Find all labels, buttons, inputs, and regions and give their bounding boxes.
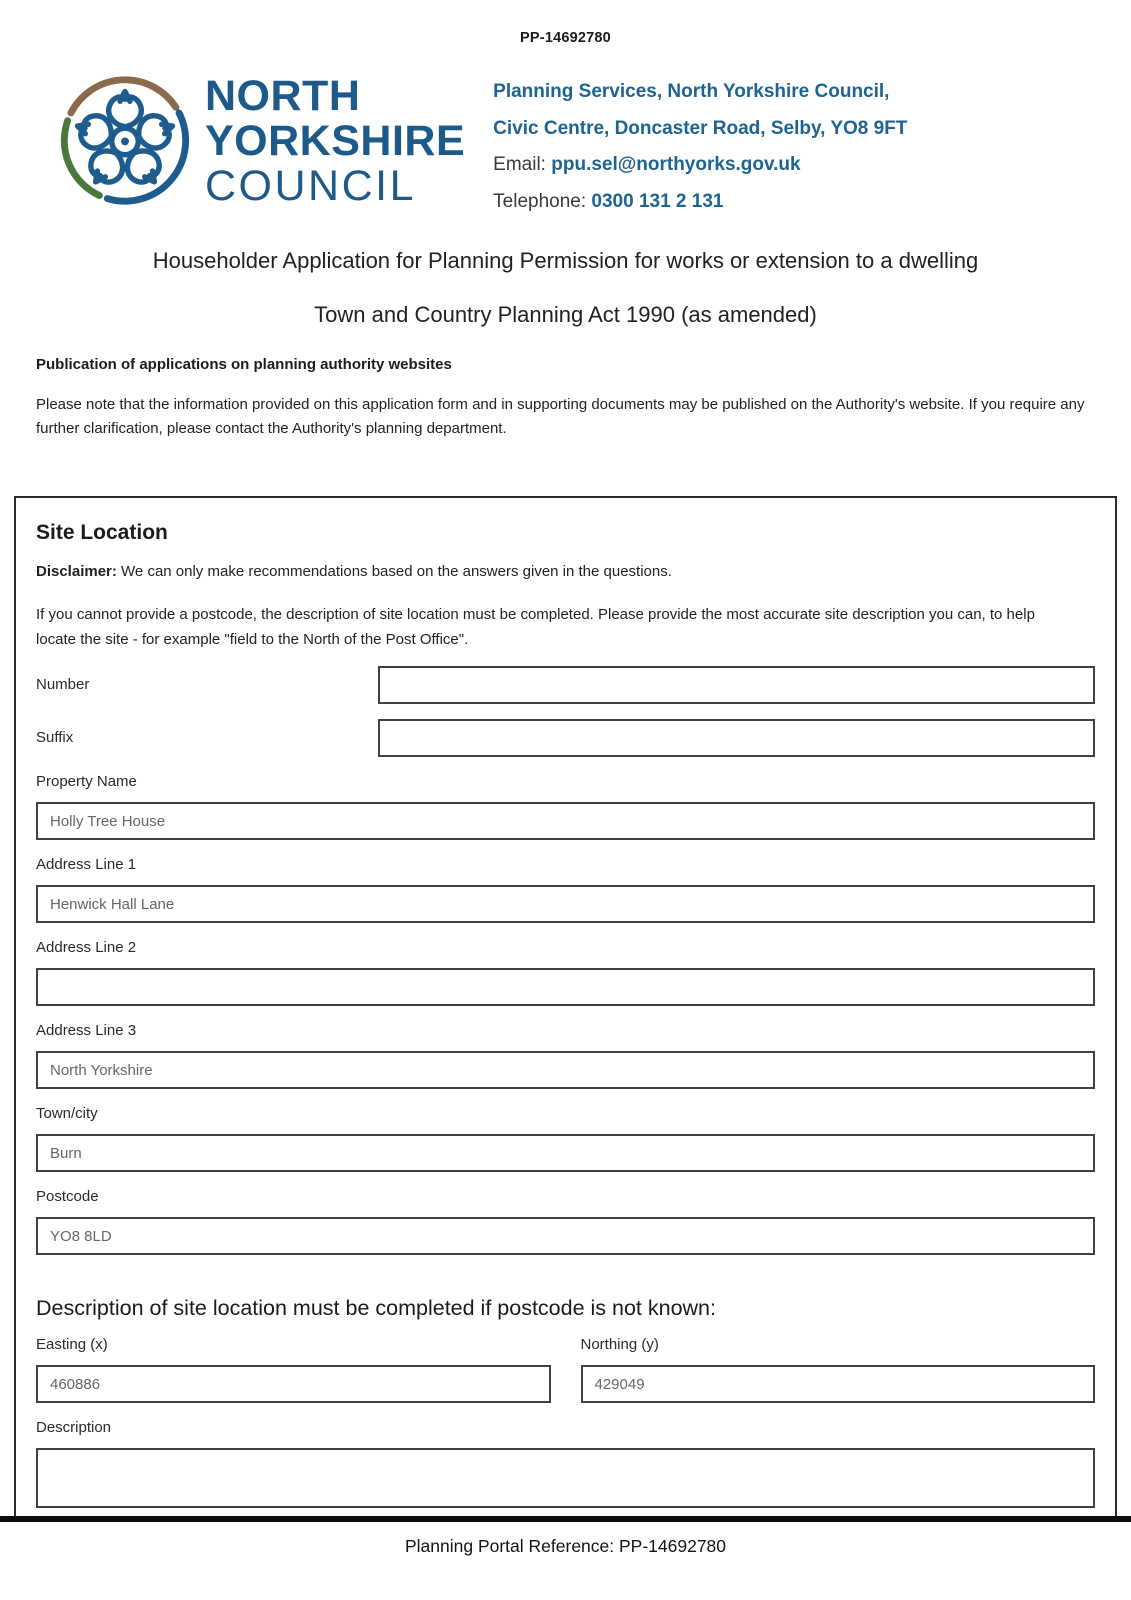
planning-portal-reference-top: PP-14692780 xyxy=(520,30,611,46)
phone-link[interactable]: 0300 131 2 131 xyxy=(591,190,724,212)
field-town-city xyxy=(36,1105,1095,1172)
disclaimer-label: Disclaimer: xyxy=(36,563,117,580)
field-address-line1 xyxy=(36,856,1095,923)
publication-heading: Publication of applications on planning authority websites xyxy=(36,356,452,373)
logo-word-line3: COUNCIL xyxy=(205,162,417,210)
description-label: Description xyxy=(36,1419,112,1436)
field-description xyxy=(36,1419,1095,1508)
number-label: Number xyxy=(36,676,90,693)
field-address-line3 xyxy=(36,1022,1095,1089)
disclaimer-text: Disclaimer: We can only make recommendations based on the answers given in the questions. xyxy=(36,563,672,580)
publication-body: Please note that the information provided on this application form and in supporting documents may be published on the Authority's website. If you require any further clarification, please contact the Authority's planning department. xyxy=(36,396,1085,437)
address-line2-label: Address Line 2 xyxy=(36,939,137,956)
email-link[interactable]: ppu.sel@northyorks.gov.uk xyxy=(551,154,801,175)
address-line1-input[interactable] xyxy=(36,885,1095,923)
address-line2-input[interactable] xyxy=(36,968,1095,1006)
northing-input[interactable] xyxy=(581,1365,1096,1403)
logo-word-line1: NORTH xyxy=(205,72,361,120)
phone-label: Telephone: xyxy=(493,190,592,212)
address-line3-label: Address Line 3 xyxy=(36,1022,137,1039)
town-city-label: Town/city xyxy=(36,1105,98,1122)
form-header xyxy=(55,68,1076,220)
form-subtitle: Town and Country Planning Act 1990 (as amended) xyxy=(314,302,817,327)
postcode-instructions: If you cannot provide a postcode, the description of site location must be completed. Please provide the most accurate site description you can, to help locate the site - for example "field to the North of the Post Office". xyxy=(36,606,1035,648)
logo-word-line2: YORKSHIRE xyxy=(205,117,466,165)
number-input[interactable] xyxy=(378,666,1095,704)
page-break-rule xyxy=(0,1516,1131,1522)
field-suffix xyxy=(36,719,1095,757)
address-line3-input[interactable] xyxy=(36,1051,1095,1089)
site-location-section xyxy=(14,496,1117,1516)
contact-block xyxy=(493,68,907,220)
planning-portal-reference-footer: Planning Portal Reference: PP-14692780 xyxy=(404,1536,727,1556)
logo-wordmark xyxy=(205,68,465,209)
suffix-input[interactable] xyxy=(378,719,1095,757)
easting-label: Easting (x) xyxy=(36,1336,108,1353)
field-easting xyxy=(36,1336,551,1403)
property-name-input[interactable] xyxy=(36,802,1095,840)
field-postcode xyxy=(36,1188,1095,1255)
field-number xyxy=(36,666,1095,704)
contact-phone-line xyxy=(493,184,907,221)
coordinates-row xyxy=(36,1336,1095,1403)
contact-address-line2: Civic Centre, Doncaster Road, Selby, YO8 9FT xyxy=(493,117,908,139)
property-name-label: Property Name xyxy=(36,773,137,790)
contact-address-line1: Planning Services, North Yorkshire Council, xyxy=(493,81,890,102)
field-northing xyxy=(581,1336,1096,1403)
site-location-heading: Site Location xyxy=(36,521,168,544)
easting-input[interactable] xyxy=(36,1365,551,1403)
postcode-label: Postcode xyxy=(36,1188,99,1205)
address-line1-label: Address Line 1 xyxy=(36,856,137,873)
field-address-line2 xyxy=(36,939,1095,1006)
description-textarea[interactable] xyxy=(36,1448,1095,1508)
contact-email-line xyxy=(493,147,907,184)
form-title: Householder Application for Planning Permission for works or extension to a dwelling xyxy=(152,248,979,273)
field-property-name xyxy=(36,773,1095,840)
northing-label: Northing (y) xyxy=(580,1336,659,1353)
email-label: Email: xyxy=(493,154,552,175)
suffix-label: Suffix xyxy=(36,729,74,746)
description-section-heading: Description of site location must be completed if postcode is not known: xyxy=(36,1296,716,1320)
north-yorkshire-council-logo-icon xyxy=(55,68,195,210)
town-city-input[interactable] xyxy=(36,1134,1095,1172)
postcode-input[interactable] xyxy=(36,1217,1095,1255)
